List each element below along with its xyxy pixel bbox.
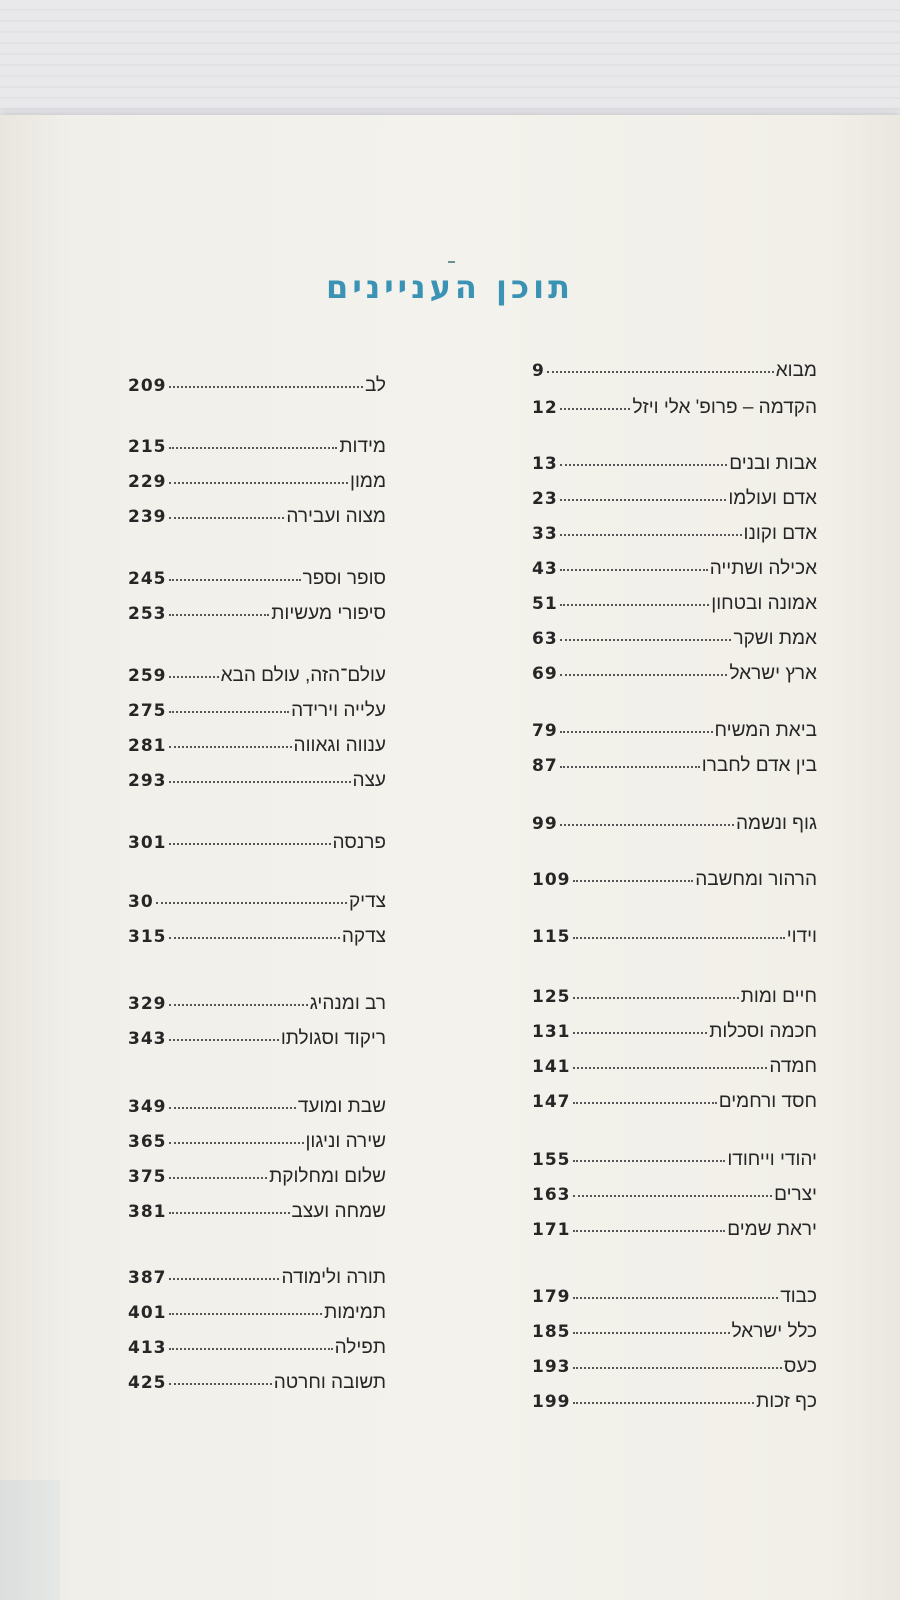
page-number: 131 — [532, 1022, 571, 1042]
entry-title: תשובה וחרטה — [273, 1372, 386, 1393]
right-toc-entry — [532, 1318, 817, 1346]
left-toc-entry — [128, 1299, 386, 1327]
page-number: 425 — [128, 1373, 167, 1393]
page-number: 30 — [128, 892, 154, 912]
right-toc-entry — [532, 1088, 817, 1116]
right-toc-entry — [532, 590, 817, 618]
dot-leader — [560, 639, 732, 641]
dot-leader — [560, 569, 708, 571]
entry-title: וידוי — [786, 926, 817, 947]
entry-title: פרנסה — [332, 832, 386, 853]
right-toc-entry — [532, 810, 817, 838]
entry-title: עולם־הזה, עולם הבא — [220, 665, 386, 686]
left-toc-entry — [128, 1163, 386, 1191]
page-number: 209 — [128, 376, 167, 396]
entry-title: ריקוד וסגולתו — [280, 1028, 386, 1049]
left-toc-entry — [128, 1025, 386, 1053]
page-number: 365 — [128, 1132, 167, 1152]
page-number: 115 — [532, 927, 571, 947]
entry-title: אמת ושקר — [733, 628, 817, 649]
page-number: 147 — [532, 1092, 571, 1112]
dot-leader — [169, 614, 270, 616]
dot-leader — [573, 997, 739, 999]
entry-title: יראת שמים — [727, 1219, 817, 1240]
entry-title: רב ומנהיג — [309, 993, 386, 1014]
entry-title: ביאת המשיח — [714, 720, 817, 741]
left-toc-entry — [128, 888, 386, 916]
entry-title: הרהור ומחשבה — [695, 869, 817, 890]
dot-leader — [169, 1212, 290, 1214]
page-number: 12 — [532, 398, 558, 418]
right-toc-entry — [532, 1388, 817, 1416]
page-number: 43 — [532, 559, 558, 579]
page-number: 387 — [128, 1268, 167, 1288]
page-number: 13 — [532, 454, 558, 474]
page-number: 253 — [128, 604, 167, 624]
entry-title: סופר וספר — [302, 568, 386, 589]
dot-leader — [169, 1383, 272, 1385]
page-number: 193 — [532, 1357, 571, 1377]
dot-leader — [560, 408, 631, 410]
right-toc-entry — [532, 752, 817, 780]
dot-leader — [169, 482, 349, 484]
dot-leader — [169, 1278, 280, 1280]
page-number: 401 — [128, 1303, 167, 1323]
entry-title: אמונה ובטחון — [711, 593, 817, 614]
page-number: 281 — [128, 736, 167, 756]
entry-title: חיים ומות — [740, 986, 817, 1007]
entry-title: אדם וקונו — [743, 523, 817, 544]
right-toc-entry — [532, 866, 817, 894]
page-number: 171 — [532, 1220, 571, 1240]
dot-leader — [573, 1297, 779, 1299]
dot-leader — [169, 711, 290, 713]
entry-title: עלייה וירידה — [291, 700, 386, 721]
dot-leader — [169, 1313, 323, 1315]
dot-leader — [560, 464, 728, 466]
dot-leader — [560, 731, 713, 733]
page-number: 329 — [128, 994, 167, 1014]
page-number: 245 — [128, 569, 167, 589]
right-toc-entry — [532, 983, 817, 1011]
left-toc-entry — [128, 372, 386, 400]
entry-title: שלום ומחלוקת — [269, 1166, 386, 1187]
page-number: 259 — [128, 666, 167, 686]
entry-title: יצרים — [774, 1184, 817, 1205]
entry-title: שמחה ועצב — [291, 1201, 386, 1222]
page-number: 343 — [128, 1029, 167, 1049]
left-toc-entry — [128, 697, 386, 725]
dot-leader — [169, 517, 285, 519]
entry-title: אכילה ושתייה — [709, 558, 817, 579]
dot-leader — [573, 1230, 726, 1232]
dot-leader — [169, 1348, 333, 1350]
entry-title: ממון — [350, 471, 386, 492]
dot-leader — [573, 1160, 726, 1162]
right-toc-entry — [532, 357, 817, 385]
entry-title: חמדה — [769, 1056, 817, 1077]
page-title: תוכן העניינים — [326, 268, 574, 306]
dot-leader — [560, 534, 742, 536]
dot-leader — [573, 880, 694, 882]
entry-title: תמימות — [324, 1302, 386, 1323]
right-toc-entry — [532, 1053, 817, 1081]
entry-title: הקדמה – פרופ' אלי ויזל — [632, 397, 817, 418]
left-toc-entry — [128, 565, 386, 593]
entry-title: בין אדם לחברו — [701, 755, 817, 776]
dot-leader — [573, 1102, 717, 1104]
entry-title: ארץ ישראל — [729, 663, 817, 684]
entry-title: גוף ונשמה — [735, 813, 817, 834]
entry-title: שירה וניגון — [305, 1131, 386, 1152]
right-toc-entry — [532, 923, 817, 951]
page-number: 69 — [532, 664, 558, 684]
page-number: 185 — [532, 1322, 571, 1342]
right-toc-entry — [532, 555, 817, 583]
entry-title: כלל ישראל — [731, 1321, 817, 1342]
page-number: 99 — [532, 814, 558, 834]
dot-leader — [560, 674, 728, 676]
entry-title: חסד ורחמים — [718, 1091, 817, 1112]
dot-leader — [573, 1402, 755, 1404]
dot-leader — [573, 1332, 730, 1334]
dot-leader — [169, 579, 301, 581]
printer-mark — [448, 261, 455, 263]
left-toc-entry — [128, 990, 386, 1018]
right-toc-entry — [532, 1216, 817, 1244]
page-number: 239 — [128, 507, 167, 527]
entry-title: לב — [364, 375, 386, 396]
right-toc-entry — [532, 1181, 817, 1209]
dot-leader — [169, 447, 338, 449]
right-toc-entry — [532, 485, 817, 513]
entry-title: צדיק — [348, 891, 386, 912]
entry-title: צדקה — [341, 926, 386, 947]
dot-leader — [169, 676, 219, 678]
entry-title: אבות ובנים — [729, 453, 817, 474]
entry-title: מצוה ועבירה — [286, 506, 386, 527]
dot-leader — [573, 937, 785, 939]
entry-title: חכמה וסכלות — [709, 1021, 817, 1042]
page-number: 63 — [532, 629, 558, 649]
page-edge-shadow — [0, 1480, 60, 1600]
left-toc-entry — [128, 1369, 386, 1397]
left-toc-entry — [128, 600, 386, 628]
left-toc-entry — [128, 732, 386, 760]
page-number: 381 — [128, 1202, 167, 1222]
page-number: 125 — [532, 987, 571, 1007]
dot-leader — [573, 1195, 773, 1197]
right-toc-entry — [532, 717, 817, 745]
entry-title: יהודי וייחודו — [727, 1149, 817, 1170]
dot-leader — [560, 604, 710, 606]
page-number: 293 — [128, 771, 167, 791]
page-number: 87 — [532, 756, 558, 776]
left-toc-entry — [128, 1334, 386, 1362]
right-toc-entry — [532, 660, 817, 688]
dot-leader — [169, 1107, 296, 1109]
entry-title: עצה — [352, 770, 386, 791]
page-number: 215 — [128, 437, 167, 457]
page-number: 51 — [532, 594, 558, 614]
dot-leader — [560, 499, 727, 501]
left-toc-entry — [128, 468, 386, 496]
dot-leader — [169, 1177, 268, 1179]
page-number: 301 — [128, 833, 167, 853]
dot-leader — [156, 902, 347, 904]
page-number: 349 — [128, 1097, 167, 1117]
dot-leader — [169, 781, 351, 783]
page-number: 413 — [128, 1338, 167, 1358]
dot-leader — [169, 843, 331, 845]
entry-title: מידות — [339, 436, 386, 457]
right-toc-entry — [532, 1146, 817, 1174]
dot-leader — [560, 766, 700, 768]
dot-leader — [560, 824, 734, 826]
page-number: 179 — [532, 1287, 571, 1307]
entry-title: שבת ומועד — [297, 1096, 386, 1117]
left-toc-entry — [128, 1264, 386, 1292]
page-number: 33 — [532, 524, 558, 544]
left-toc-entry — [128, 1128, 386, 1156]
dot-leader — [169, 1039, 279, 1041]
dot-leader — [169, 746, 292, 748]
right-toc-entry — [532, 1018, 817, 1046]
left-toc-entry — [128, 767, 386, 795]
entry-title: מבוא — [775, 360, 817, 381]
left-toc-entry — [128, 433, 386, 461]
right-toc-entry — [532, 394, 817, 422]
left-toc-entry — [128, 1093, 386, 1121]
left-toc-entry — [128, 923, 386, 951]
entry-title: ענווה וגאווה — [293, 735, 386, 756]
left-toc-entry — [128, 829, 386, 857]
entry-title: תפילה — [334, 1337, 386, 1358]
dot-leader — [573, 1367, 782, 1369]
right-toc-entry — [532, 1283, 817, 1311]
right-toc-entry — [532, 625, 817, 653]
dot-leader — [169, 386, 363, 388]
dot-leader — [547, 371, 774, 373]
dot-leader — [169, 937, 340, 939]
dot-leader — [573, 1032, 708, 1034]
left-toc-entry — [128, 1198, 386, 1226]
page-number: 199 — [532, 1392, 571, 1412]
dot-leader — [169, 1142, 304, 1144]
dot-leader — [573, 1067, 768, 1069]
entry-title: אדם ועולמו — [728, 488, 817, 509]
page-number: 109 — [532, 870, 571, 890]
page-number: 229 — [128, 472, 167, 492]
page-number: 315 — [128, 927, 167, 947]
page-number: 23 — [532, 489, 558, 509]
left-toc-entry — [128, 662, 386, 690]
page-number: 155 — [532, 1150, 571, 1170]
entry-title: כעס — [783, 1356, 817, 1377]
entry-title: כבוד — [780, 1286, 817, 1307]
page-number: 9 — [532, 361, 545, 381]
entry-title: סיפורי מעשיות — [271, 603, 386, 624]
entry-title: כף זכות — [756, 1391, 817, 1412]
right-toc-entry — [532, 450, 817, 478]
page-number: 275 — [128, 701, 167, 721]
entry-title: תורה ולימודה — [281, 1267, 386, 1288]
page-number: 375 — [128, 1167, 167, 1187]
dot-leader — [169, 1004, 308, 1006]
left-toc-entry — [128, 503, 386, 531]
right-toc-entry — [532, 1353, 817, 1381]
page-number: 141 — [532, 1057, 571, 1077]
right-toc-entry — [532, 520, 817, 548]
page-number: 79 — [532, 721, 558, 741]
page-number: 163 — [532, 1185, 571, 1205]
